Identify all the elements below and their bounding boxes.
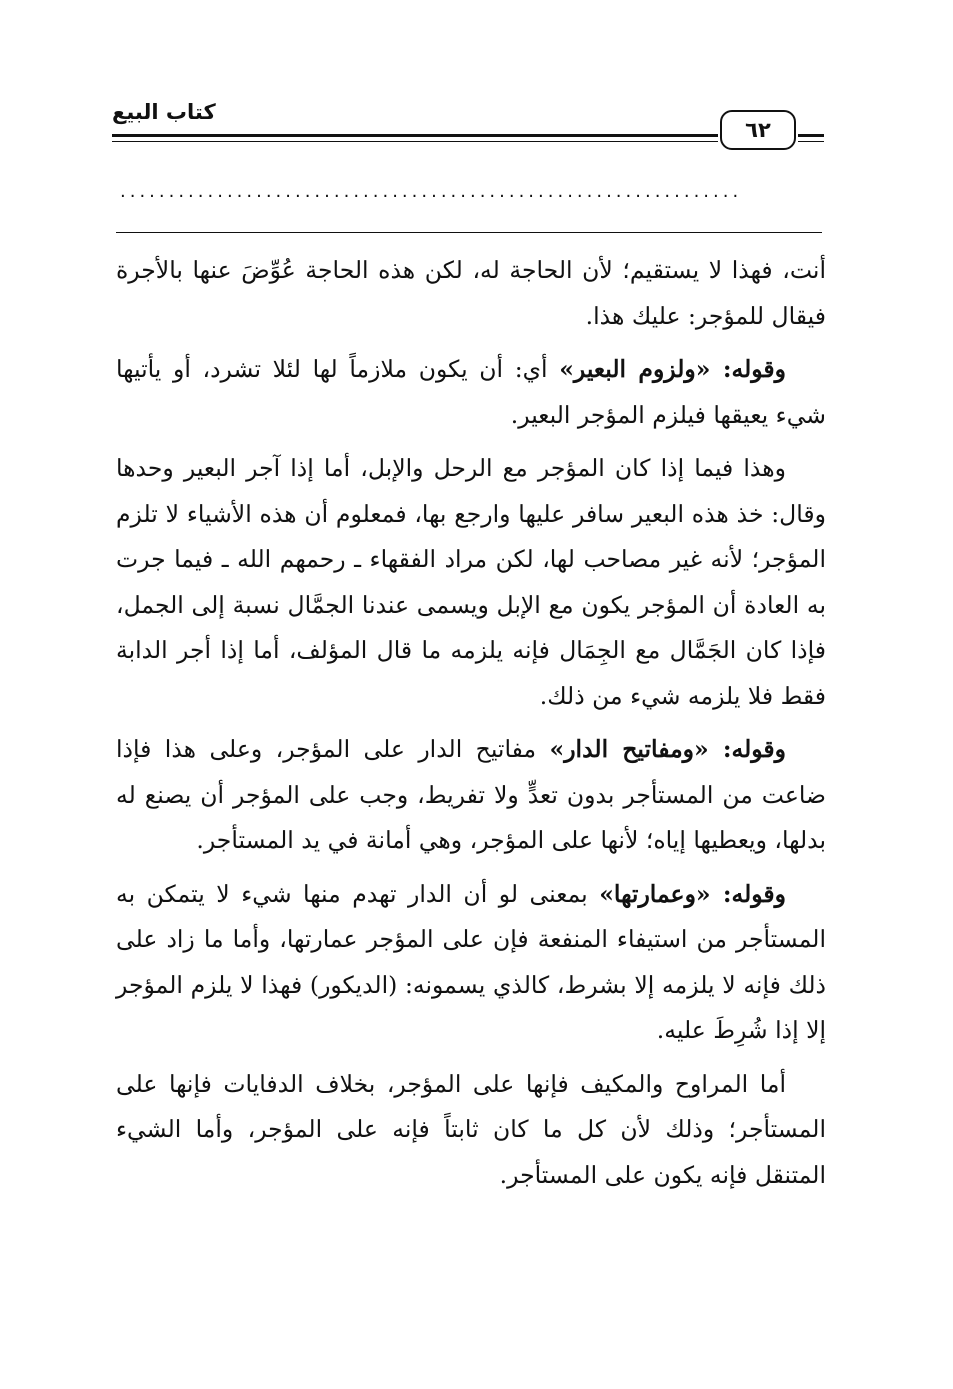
paragraph-1	[116, 248, 826, 339]
paragraph-2	[116, 347, 826, 438]
section-rule	[116, 232, 822, 233]
paragraph-lead: وقوله: «ولزوم البعير»	[559, 355, 786, 383]
dotted-separator: ................................................................	[120, 181, 743, 202]
paragraph-6	[116, 1062, 826, 1199]
paragraph-text: وهذا فيما إذا كان المؤجر مع الرحل والإبل، أما إذا آجر البعير وحدها وقال: خذ هذه البعير سافر عليها وارجع بها، فمعلوم أن هذه الأشياء لا تلزم المؤجر؛ لأنه غير مصاحب لها، لكن مراد الفقهاء ـ رحمهم الله ـ فيما جرت به العادة أن المؤجر يكون مع الإبل ويسمى عندنا الجمَّال نسبة إلى الجمل، فإذا كان الجَمَّال مع الجِمَال فإنه يلزمه ما قال المؤلف، أما إذا أجر الدابة فقط فلا يلزمه شيء من ذلك.	[116, 454, 826, 710]
body-text	[116, 248, 826, 1206]
paragraph-3	[116, 446, 826, 719]
paragraph-text: أي: أن يكون ملازماً لها لئلا تشرد، أو يأتيها شيء يعيقها فيلزم المؤجر البعير.	[116, 355, 826, 429]
paragraph-text: مفاتيح الدار على المؤجر، وعلى هذا فإذا ضاعت من المستأجر بدون تعدٍّ ولا تفريط، وجب على المؤجر أن يصنع له بدلها، ويعطيها إياه؛ لأنها على المؤجر، وهي أمانة في يد المستأجر.	[116, 735, 826, 854]
paragraph-text: أنت، فهذا لا يستقيم؛ لأن الحاجة له، لكن هذه الحاجة عُوِّضَ عنها بالأجرة فيقال للمؤجر: عليك هذا.	[116, 256, 826, 330]
header-rule-thin	[112, 141, 718, 142]
paragraph-5	[116, 872, 826, 1054]
paragraph-text: بمعنى لو أن الدار تهدم منها شيء لا يتمكن به المستأجر من استيفاء المنفعة فإن على المؤجر عمارتها، وأما ما زاد على ذلك فإنه لا يلزمه إلا بشرط، كالذي يسمونه: (الديكور) فهذا لا يلزم المؤجر إلا إذا شُرِطَ عليه.	[116, 879, 826, 1044]
running-title: كتاب البيع	[112, 100, 216, 124]
paragraph-lead: وقوله: «ومفاتيح الدار»	[549, 735, 786, 763]
header-rule-right-thick	[798, 134, 824, 137]
paragraph-lead: وقوله: «وعمارتها»	[599, 879, 786, 908]
page-header	[112, 100, 824, 152]
paragraph-text: أما المراوح والمكيف فإنها على المؤجر، بخلاف الدفايات فإنها على المستأجر؛ وذلك لأن كل ما كان ثابتاً فإنه على المؤجر، وأما الشيء المتنقل فإنه يكون على المستأجر.	[116, 1069, 826, 1189]
page-number: ٦٢	[720, 110, 796, 150]
paragraph-4	[116, 727, 826, 864]
header-rule-thick	[112, 134, 718, 137]
header-rule-right-thin	[798, 141, 824, 142]
